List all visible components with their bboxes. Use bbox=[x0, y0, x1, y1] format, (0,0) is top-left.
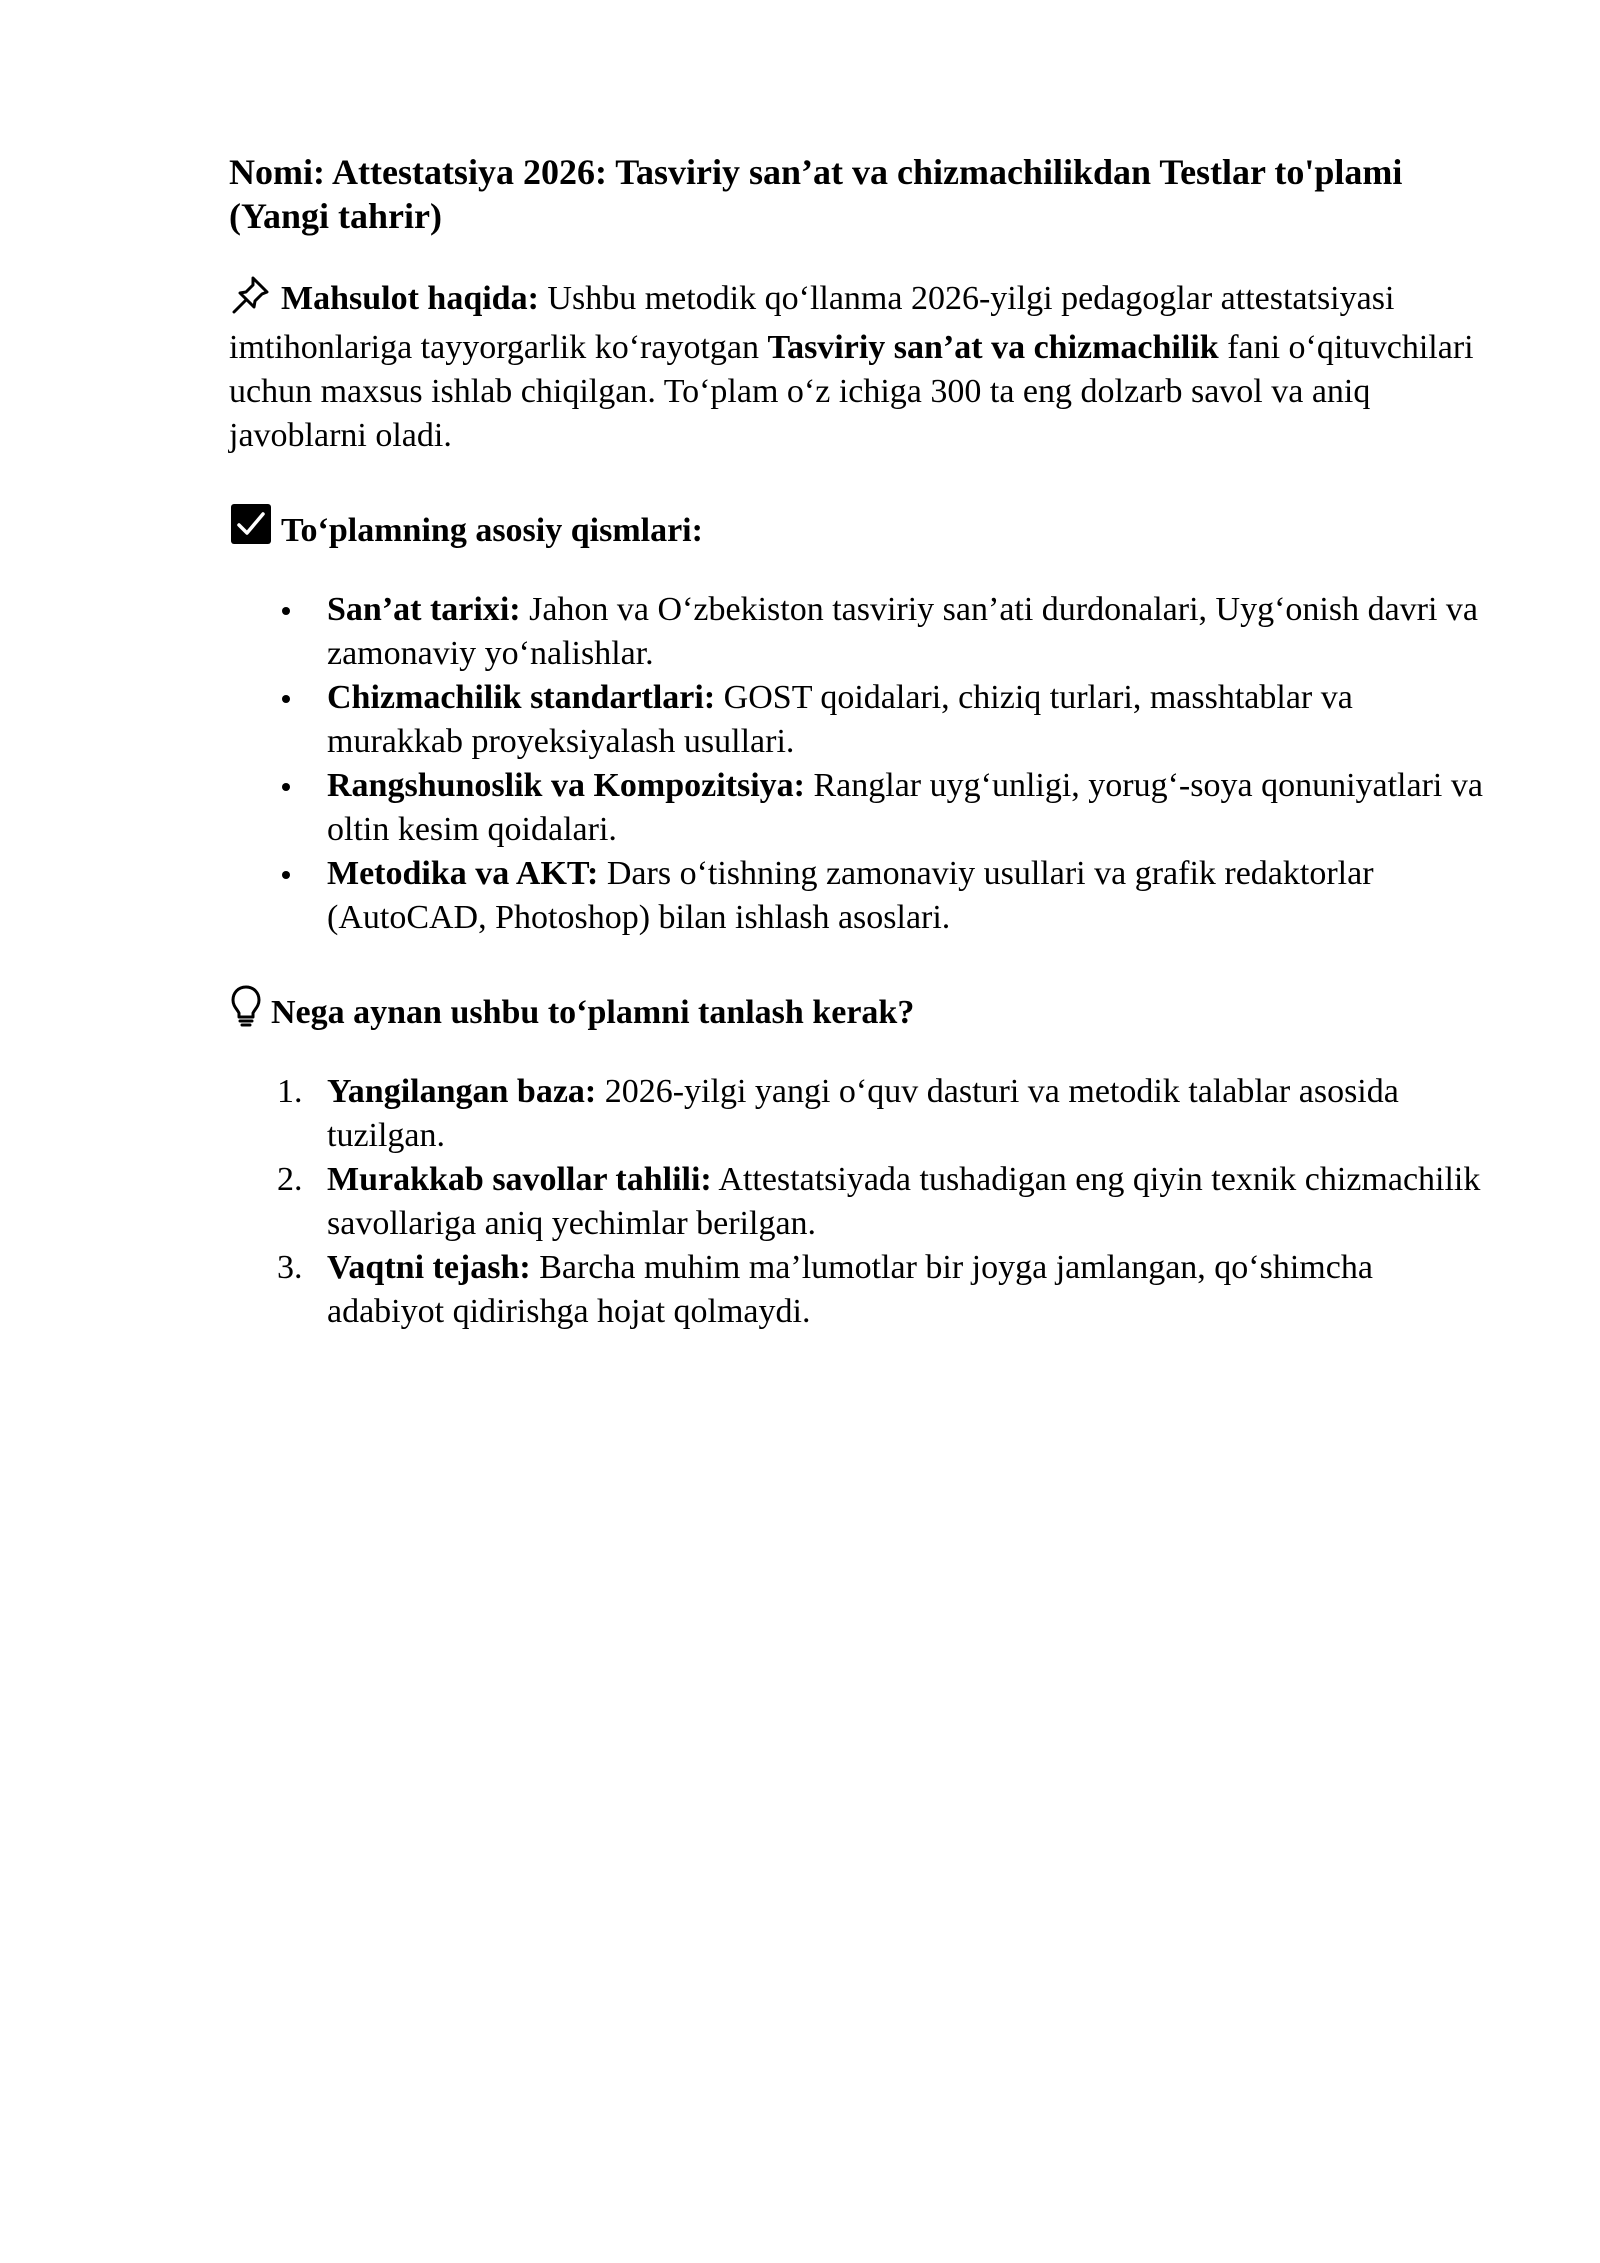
list-item-text: Ranglar uyg‘unligi, yorug‘-soya qonuniyatlari va oltin kesim qoidalari. bbox=[327, 767, 1483, 848]
list-item-label: Metodika va AKT: bbox=[327, 855, 599, 892]
list-item bbox=[229, 852, 1489, 940]
list-item bbox=[229, 1246, 1489, 1334]
list-item-number: 2. bbox=[277, 1161, 303, 1198]
bullet-icon bbox=[282, 695, 290, 703]
list-item-number: 1. bbox=[277, 1073, 303, 1110]
list-item-label: Chizmachilik standartlari: bbox=[327, 679, 716, 716]
parts-list bbox=[229, 588, 1483, 940]
list-item bbox=[229, 1070, 1489, 1158]
list-item-label: San’at tarixi: bbox=[327, 591, 521, 628]
pushpin-icon bbox=[229, 274, 273, 326]
about-paragraph bbox=[229, 274, 1489, 458]
bullet-icon bbox=[282, 783, 290, 791]
list-item-text: Attestatsiyada tushadigan eng qiyin texnik chizmachilik savollariga aniq yechimlar berilgan. bbox=[327, 1161, 1481, 1242]
about-subject: Tasviriy san’at va chizmachilik bbox=[767, 329, 1219, 366]
list-item bbox=[229, 1158, 1489, 1246]
lightbulb-icon bbox=[229, 984, 263, 1040]
bullet-icon bbox=[282, 607, 290, 615]
about-text-1: Ushbu metodik qo‘llanma 2026-yilgi pedagoglar attestatsiyasi imtihonlariga tayyorgarlik ko‘rayotgan bbox=[229, 280, 1395, 366]
list-item-label: Rangshunoslik va Kompozitsiya: bbox=[327, 767, 805, 804]
list-item-text: GOST qoidalari, chiziq turlari, masshtablar va murakkab proyeksiyalash usullari. bbox=[327, 679, 1353, 760]
why-heading-text: Nega aynan ushbu to‘plamni tanlash kerak? bbox=[271, 994, 915, 1031]
why-list bbox=[229, 1070, 1480, 1334]
why-heading bbox=[229, 984, 1480, 1040]
bullet-icon bbox=[282, 871, 290, 879]
parts-heading-text: To‘plamning asosiy qismlari: bbox=[281, 512, 703, 549]
list-item-label: Yangilangan baza: bbox=[327, 1073, 597, 1110]
about-label: Mahsulot haqida: bbox=[281, 280, 539, 317]
list-item-label: Murakkab savollar tahlili: bbox=[327, 1161, 712, 1198]
list-item-number: 3. bbox=[277, 1249, 303, 1286]
list-item bbox=[229, 676, 1489, 764]
list-item-text: Jahon va O‘zbekiston tasviriy san’ati durdonalari, Uyg‘onish davri va zamonaviy yo‘nalishlar. bbox=[327, 591, 1479, 672]
parts-heading bbox=[229, 502, 1480, 558]
list-item bbox=[229, 764, 1489, 852]
document-title: Nomi: Attestatsiya 2026: Tasviriy san’at va chizmachilikdan Testlar to'plami (Yangi tahrir) bbox=[229, 152, 1403, 236]
list-item-text: Barcha muhim ma’lumotlar bir joyga jamlangan, qo‘shimcha adabiyot qidirishga hojat qolmaydi. bbox=[327, 1249, 1373, 1330]
list-item-text: Dars o‘tishning zamonaviy usullari va grafik redaktorlar (AutoCAD, Photoshop) bilan ishlash asoslari. bbox=[327, 855, 1374, 936]
checkbox-icon bbox=[229, 502, 273, 558]
list-item bbox=[229, 588, 1489, 676]
list-item-text: 2026-yilgi yangi o‘quv dasturi va metodik talablar asosida tuzilgan. bbox=[327, 1073, 1399, 1154]
about-text-2: fani o‘qituvchilari uchun maxsus ishlab chiqilgan. To‘plam o‘z ichiga 300 ta eng dolzarb savol va aniq javoblarni oladi. bbox=[229, 329, 1474, 454]
list-item-label: Vaqtni tejash: bbox=[327, 1249, 531, 1286]
